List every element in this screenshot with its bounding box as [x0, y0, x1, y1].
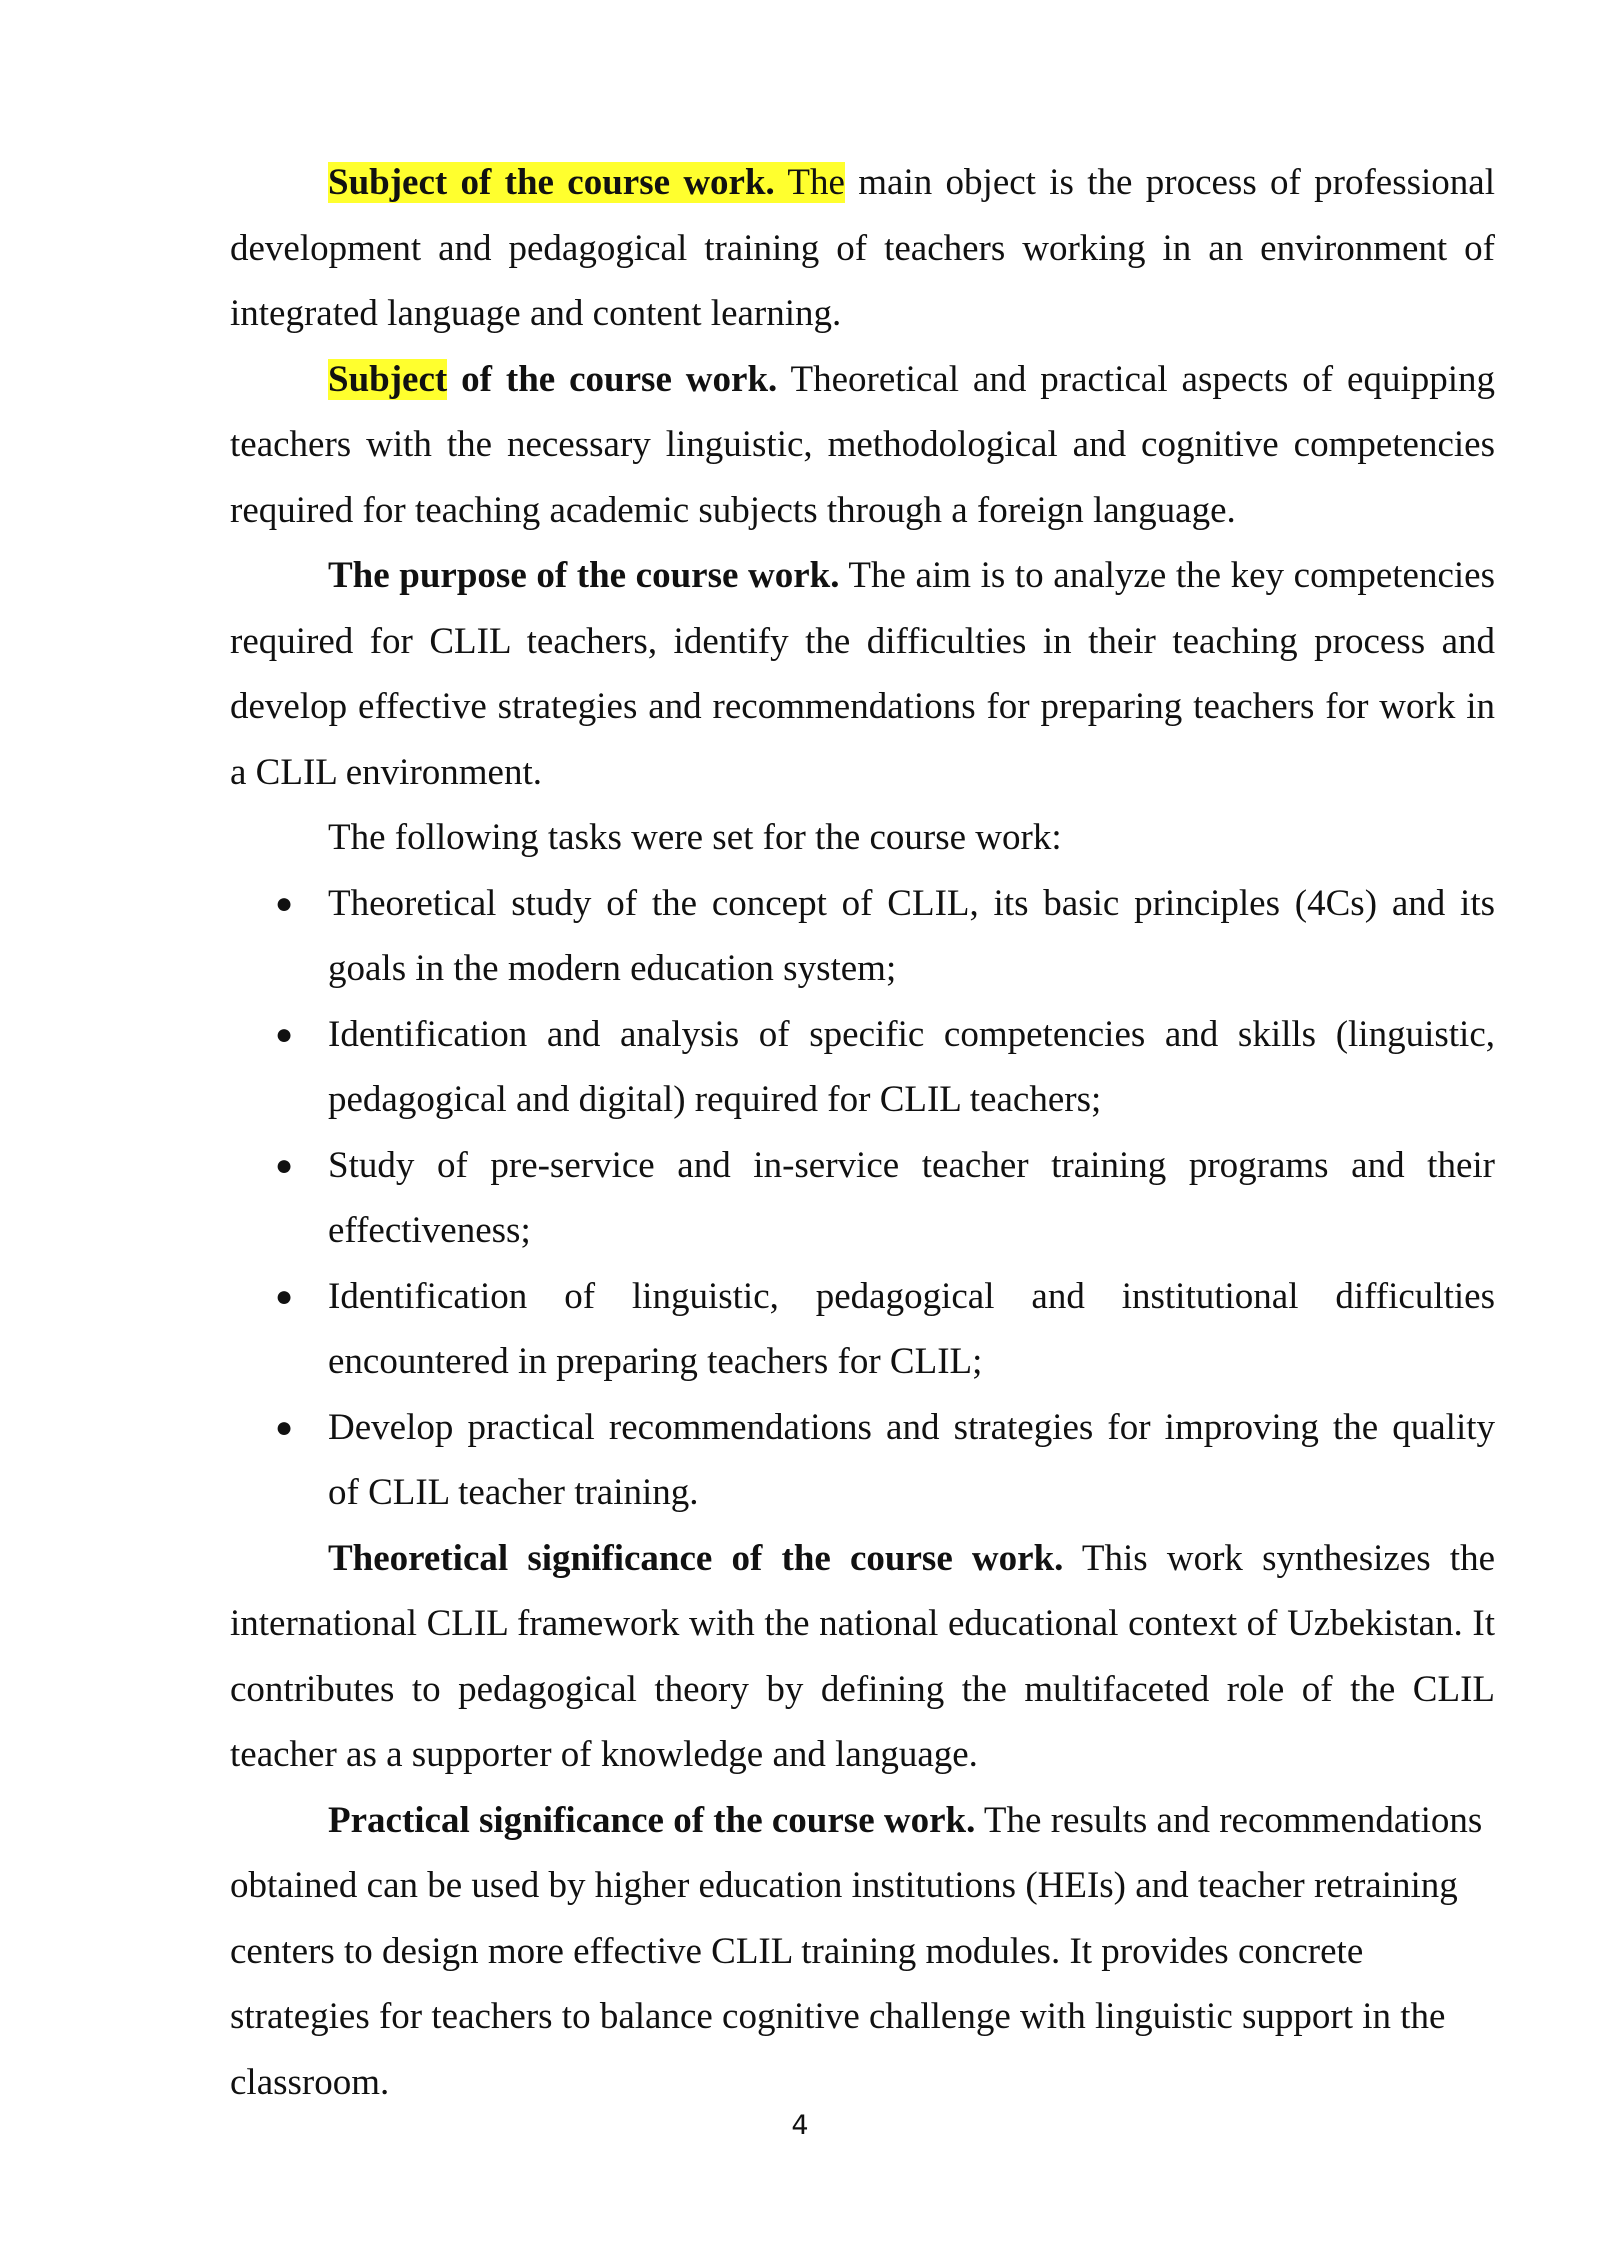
paragraph-object: [230, 150, 1495, 347]
task-item: [275, 1002, 1495, 1133]
task-item: [275, 1264, 1495, 1395]
paragraph-theoretical-significance: [230, 1526, 1495, 1788]
tasks-intro: The following tasks were set for the course work:: [328, 817, 1062, 858]
task-text: Theoretical study of the concept of CLIL, its basic principles (4Cs) and its goals in the modern education system;: [328, 882, 1495, 989]
task-item: [275, 1133, 1495, 1264]
theoretical-text: This work synthesizes the international CLIL framework with the national educational context of Uzbekistan. It contributes to pedagogical theory by defining the multifaceted role of the CLIL teacher as a supporter of knowledge and language.: [230, 1537, 1495, 1775]
subject-label-highlighted: Subject: [328, 358, 448, 400]
task-text: Identification and analysis of specific competencies and skills (linguistic, pedagogical and digital) required for CLIL teachers;: [328, 1013, 1495, 1120]
bullet-icon: ●: [275, 1410, 294, 1444]
object-text: main object is the process of professional development and pedagogical training of teachers working in an environment of integrated language and content learning.: [230, 162, 1495, 334]
task-item: [275, 871, 1495, 1002]
bullet-icon: ●: [275, 1017, 294, 1051]
task-item: [275, 1395, 1495, 1526]
bullet-icon: ●: [275, 1279, 294, 1313]
bullet-icon: ●: [275, 1148, 294, 1182]
purpose-text: The aim is to analyze the key competencies required for CLIL teachers, identify the difficulties in their teaching process and develop effective strategies and recommendations for preparing teachers for work in a CLIL environment.: [230, 555, 1495, 793]
paragraph-purpose: [230, 543, 1495, 805]
task-text: Develop practical recommendations and strategies for improving the quality of CLIL teacher training.: [328, 1406, 1495, 1513]
paragraph-practical-significance: [230, 1788, 1495, 2116]
practical-text: The results and recommendations obtained can be used by higher education institutions (HEIs) and teacher retraining centers to design more effective CLIL training modules. It provides concrete strategies for teachers to balance cognitive challenge with linguistic support in the classroom.: [230, 1799, 1483, 2103]
subject-text: Theoretical and practical aspects of equipping teachers with the necessary linguistic, methodological and cognitive competencies required for teaching academic subjects through a foreign language.: [230, 358, 1496, 531]
task-list: [230, 871, 1495, 1526]
purpose-label: The purpose of the course work.: [328, 555, 840, 596]
practical-label: Practical significance of the course work.: [328, 1799, 976, 1841]
task-text: Identification of linguistic, pedagogical and institutional difficulties encountered in preparing teachers for CLIL;: [328, 1275, 1495, 1382]
object-label: Subject of the course work.: [328, 162, 775, 203]
task-text: Study of pre-service and in-service teacher training programs and their effectiveness;: [328, 1144, 1495, 1251]
bullet-icon: ●: [275, 886, 294, 920]
body-text: [230, 150, 1495, 2115]
page-number: 4: [791, 2110, 809, 2141]
subject-label-rest: of the course work.: [447, 358, 778, 400]
theoretical-label: Theoretical significance of the course work.: [328, 1537, 1064, 1579]
object-lead: The: [774, 162, 845, 203]
paragraph-subject: [230, 347, 1495, 544]
